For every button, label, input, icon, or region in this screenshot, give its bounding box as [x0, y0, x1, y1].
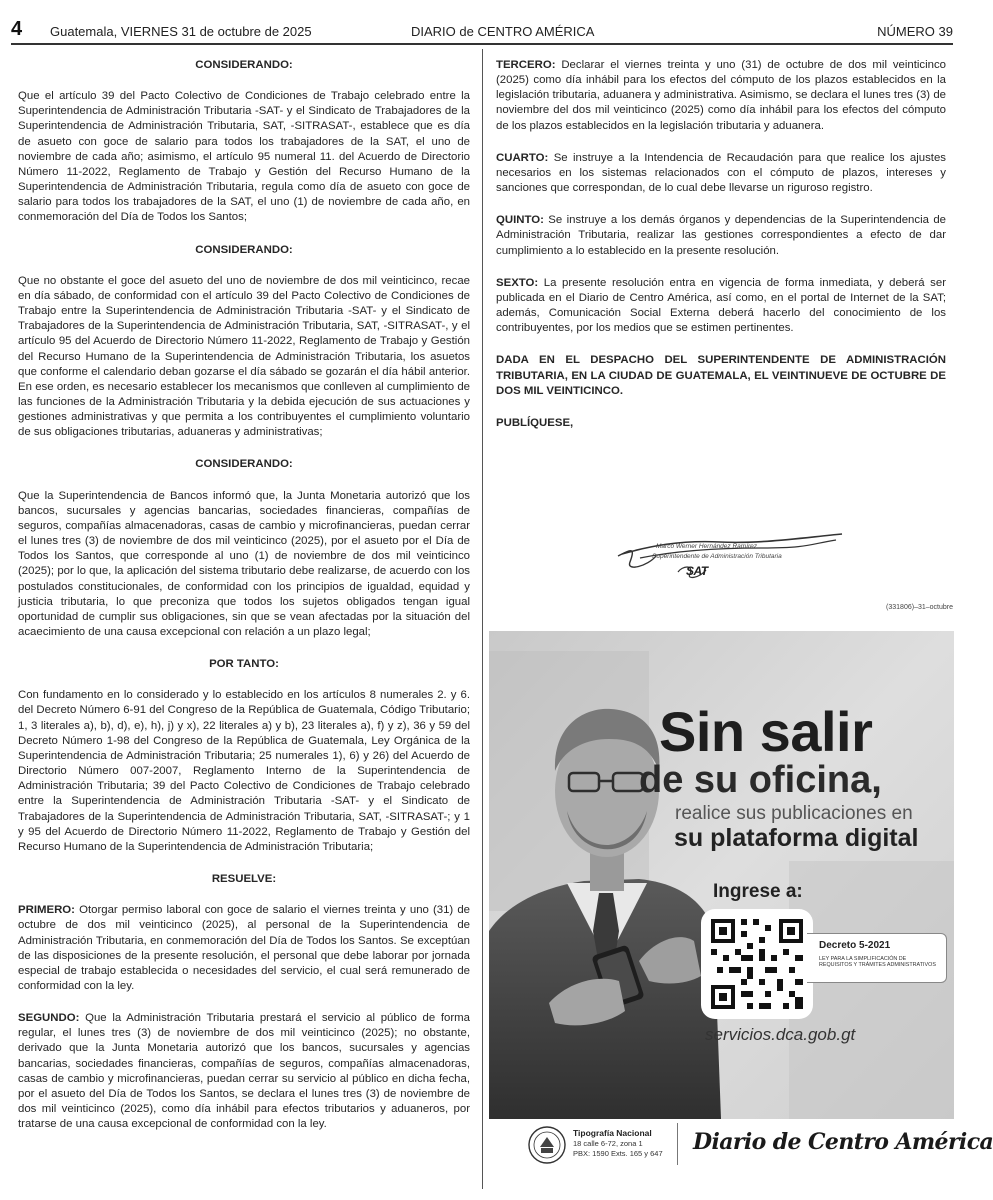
- signature-block: [560, 526, 860, 586]
- ad-subtitle: realice sus publicaciones en: [675, 803, 913, 824]
- diario-logo: Diario de Centro América: [693, 1129, 993, 1155]
- left-column: [18, 58, 470, 1149]
- ad-footer: [489, 1119, 993, 1188]
- section-heading: CONSIDERANDO:: [195, 243, 293, 256]
- header-issue-number: NÚMERO 39: [877, 24, 953, 39]
- tipografia-name: Tipografía Nacional: [573, 1128, 652, 1138]
- paragraph: [496, 58, 946, 134]
- section-heading: CONSIDERANDO:: [195, 59, 293, 71]
- right-column: [496, 58, 946, 448]
- article-label: SEGUNDO:: [18, 1012, 80, 1025]
- article-label: QUINTO:: [496, 214, 544, 227]
- ad-url-link[interactable]: servicios.dca.gob.gt: [705, 1025, 856, 1044]
- tipografia-phone: PBX: 1590 Exts. 165 y 647: [573, 1149, 663, 1158]
- column-divider: [482, 49, 483, 1189]
- advertisement[interactable]: [489, 631, 993, 1188]
- page-header: [0, 0, 965, 44]
- qr-code-icon: [701, 909, 813, 1019]
- tipografia-seal-icon: [527, 1125, 567, 1165]
- section-heading: CONSIDERANDO:: [195, 458, 293, 471]
- article-text: Declarar el viernes treinta y uno (31) de octubre de dos mil veinticinco (2025) como día inhábil para los efectos del cómputo de los plazos establecidos en la legislación tributaria, aduanera y administrativa. Asimismo, se declara el lunes tres (3) de noviembre del dos mil veinticinco (2025) como día inhábil para los efectos del cómputo de los plazos establecidos en la legislación tributaria y aduanera.: [496, 59, 946, 132]
- paragraph: Con fundamento en lo considerado y lo establecido en los artículos 8 numerales 2. y 6. del Decreto Número 6-91 del Congreso de la República de Guatemala, Código Tributario; 1, 3 literales a), b), d), e), h), j) y x), 22 literales a) y b), 23 literales a), f) y z), 36 y 59 del Decreto Número 1-98 del Congreso de la República de Guatemala, Ley Orgánica de la Superintendencia de Administración Tributaria; 25 numerales 1), 6) y 26) del Acuerdo de Directorio Número 007-2007, Reglamento Interno de la Superintendencia de Administración Tributaria; 39 del Pacto Colectivo de Condiciones de Trabajo celebrado entre la Superintendencia de Administración Tributaria -SAT- y el Sindicato de Trabajadores de la Superintendencia de Administración Tributaria, SAT, -SITRASAT-; y 1 y 95 del Acuerdo de Directorio Número 11-2022, Reglamento de Trabajo y Gestión del Recurso Humano de la Superintendencia de Administración Tributaria;: [18, 689, 470, 853]
- page-number: 4: [11, 18, 23, 40]
- closing-statement: PUBLÍQUESE,: [496, 416, 574, 429]
- signatory-title: Superintendente de Administración Tributaria: [652, 553, 782, 560]
- paragraph: [496, 276, 946, 337]
- header-date: Guatemala, VIERNES 31 de octubre de 2025: [50, 24, 312, 39]
- tipografia-address: 18 calle 6-72, zona 1: [573, 1139, 643, 1148]
- article-text: Que la Administración Tributaria prestará el servicio al público de forma regular, el lunes tres (3) de noviembre de dos mil veinticinco (2025); no obstante, derivado que la Junta Monetaria autorizó que los bancos, sucursales y agencias bancarias, sociedades financieras, compañías de seguros, compañías almacenadoras, casas de cambio y microfinancieras, puedan cerrar su servicio al público en dicha fecha, por el asueto del Día de Todos los Santos, se declara el lunes tres (3) de noviembre de dos mil veinticinco (2025), como día inhábil para efectos tributarios y aduaneros, por tratarse de una causa excepcional de conformidad con la ley.: [18, 1012, 470, 1131]
- signatory-name: Marco Werner Hernández Ramírez: [656, 543, 758, 550]
- ad-call-to-action: Ingrese a:: [713, 881, 803, 902]
- decreto-badge: [807, 933, 947, 983]
- ad-subtitle-bold: su plataforma digital: [674, 824, 919, 852]
- header-rule: [11, 43, 953, 45]
- header-paper-name: DIARIO de CENTRO AMÉRICA: [411, 24, 595, 39]
- paragraph: Que no obstante el goce del asueto del uno de noviembre de dos mil veinticinco, recae en día sábado, de conformidad con el artículo 39 del Pacto Colectivo de Condiciones de Trabajo entre la Superintendencia de Administración Tributaria -SAT- y el Sindicato de Trabajadores de la Superintendencia de Administración Tributaria, SAT, -SITRASAT-, y el artículo 95 del Acuerdo de Directorio Número 11-2022, Reglamento de Trabajo y Gestión del Recurso Humano de la Superintendencia de Administración Tributaria, los asuetos que conforme el calendario deban gozarse el día sábado se gozarán el día hábil anterior. En ese orden, es necesario establecer los mecanismos que conlleven al cumplimiento de las funciones de la Administración Tributaria y la debida ejecución de sus actuaciones y gestiones administrativas y que permita a los contribuyentes el cumplimiento voluntario de sus obligaciones tributarias, aduaneras y administrativas;: [18, 274, 470, 439]
- publication-reference: (331806)–31–octubre: [886, 604, 953, 611]
- article-text: Se instruye a los demás órganos y dependencias de la Superintendencia de Administración Tributaria, realizar las gestiones correspondientes a efecto de dar cumplimiento a lo establecido en la presente resolución.: [496, 214, 947, 257]
- article-label: PRIMERO:: [18, 904, 75, 917]
- paragraph: [18, 903, 470, 994]
- sat-logo: SAT: [686, 564, 708, 578]
- paragraph: [18, 1011, 470, 1132]
- article-text: La presente resolución entra en vigencia de forma inmediata, y deberá ser publicada en el Diario de Centro América, así como, en el portal de Internet de la SAT; además, Comunicación Social Externa deberá hacerlo del conocimiento de los contribuyentes, por los medios que se estimen pertinentes.: [496, 276, 946, 335]
- paragraph: [496, 151, 946, 196]
- closing-statement: DADA EN EL DESPACHO DEL SUPERINTENDENTE DE ADMINISTRACIÓN TRIBUTARIA, EN LA CIUDAD DE GUATEMALA, EL VEINTINUEVE DE OCTUBRE DE DOS MIL VEINTICINCO.: [496, 354, 946, 397]
- ad-headline-line2: de su oficina,: [639, 759, 882, 801]
- article-label: SEXTO:: [496, 276, 539, 289]
- paragraph: [496, 213, 946, 258]
- qr-code[interactable]: [701, 909, 813, 1019]
- paragraph: Que el artículo 39 del Pacto Colectivo de Condiciones de Trabajo celebrado entre la Superintendencia de Administración Tributaria -SAT- y el Sindicato de Trabajadores de la Superintendencia de Administración Tributaria, SAT, -SITRASAT-, establece que es día de asueto con goce de salario para todos los trabajadores de la SAT, el uno de noviembre de cada año; asimismo, el artículo 95 numeral 11. del Acuerdo de Directorio Número 11-2022, Reglamento de Trabajo y Gestión del Recurso Humano de la Superintendencia de Administración Tributaria, regula como día de asueto con goce de salario para todos los trabajadores de la SAT, el uno (1) de noviembre de cada año, en conmemoración del Día de Todos los Santos;: [18, 90, 470, 224]
- section-heading: RESUELVE:: [211, 873, 277, 886]
- article-text: Otorgar permiso laboral con goce de salario el viernes treinta y uno (31) de octubre de dos mil veinticinco (2025), al personal de la Superintendencia de Administración Tributaria, en conmemoración del Día de Todos los Santos. Se exceptúan de las disposiciones de la presente resolución, el personal que debe laborar por jornada especial de trabajo establecida o necesidades del servicio, el cual será remunerado de conformidad con la ley.: [18, 904, 471, 992]
- decreto-description: LEY PARA LA SIMPLIFICACIÓN DE REQUISITOS Y TRÁMITES ADMINISTRATIVOS: [819, 956, 936, 969]
- article-label: CUARTO:: [496, 151, 549, 164]
- ad-headline: Sin salir: [659, 700, 873, 763]
- decreto-title: Decreto 5-2021: [819, 940, 891, 951]
- section-heading: POR TANTO:: [209, 658, 279, 671]
- footer-divider: [677, 1123, 678, 1165]
- article-text: Se instruye a la Intendencia de Recaudación para que realice los ajustes necesarios en los sistemas relacionados con el cómputo de plazos, intereses y sanciones que correspondan, de lo cual debe llevarse un riguroso registro.: [496, 151, 946, 195]
- article-label: TERCERO:: [496, 59, 556, 71]
- paragraph: Que la Superintendencia de Bancos informó que, la Junta Monetaria autorizó que los bancos, sucursales y agencias bancarias, sociedades financieras, compañías de seguros, compañías almacenadoras, casas de cambio y microfinancieras, puedan cerrar el lunes tres (3) de noviembre de dos mil veinticinco (2025), por el asueto por el Día de Todos los Santos, que corresponde al uno (1) de noviembre de dos mil veinticinco (2025); por lo que, la aplicación del sistema tributario debe realizarse, de acuerdo con los postulados constitucionales, de conformidad con los principios de igualdad, equidad y justicia tributaria, lo que preconiza que todos los sujetos obligados tengan igual oportunidad de cumplir sus obligaciones, sin que se vean afectadas por la situación del acaecimiento de una causa excepcional con relación a un plazo legal;: [18, 489, 470, 638]
